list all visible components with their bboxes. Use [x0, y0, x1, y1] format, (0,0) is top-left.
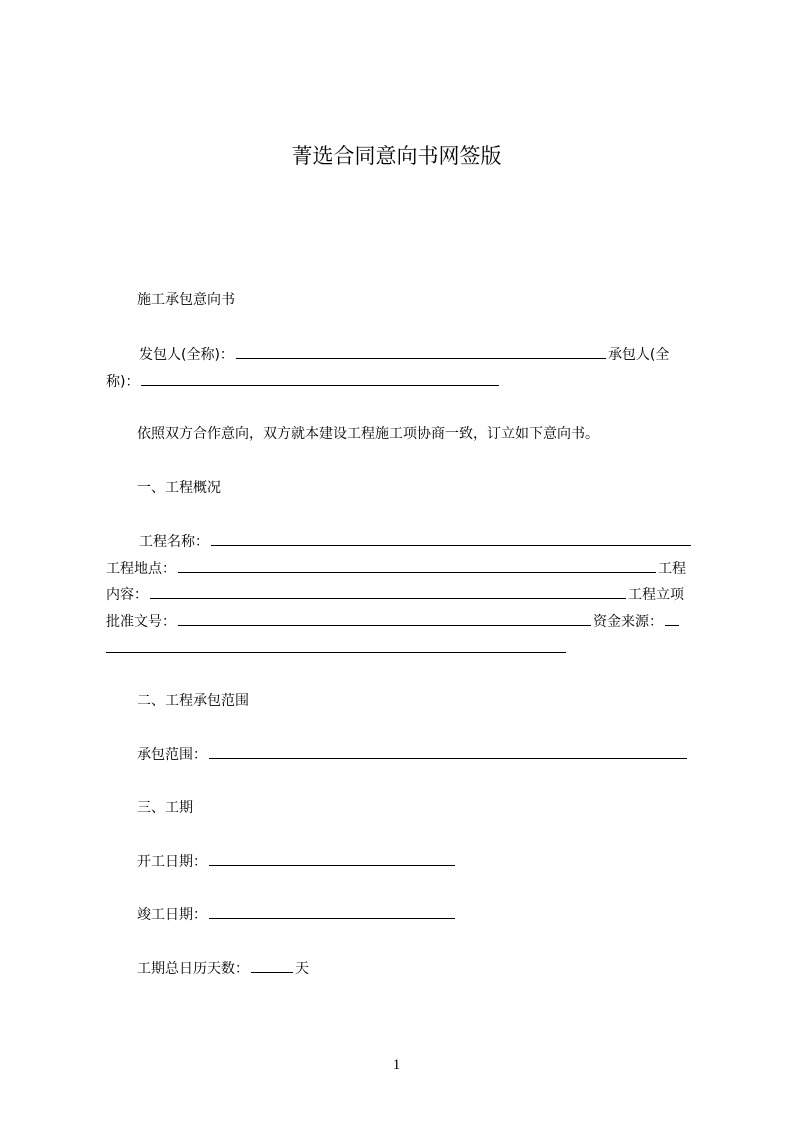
funding-label: 资金来源：: [593, 614, 663, 630]
approval-line: [106, 611, 681, 632]
total-days-blank[interactable]: [251, 958, 293, 973]
page-number: 1: [392, 1057, 401, 1073]
start-date-label: 开工日期：: [137, 854, 207, 870]
days-unit: 天: [295, 961, 309, 977]
employer-line: [139, 344, 669, 365]
section1-heading: 一、工程概况: [137, 480, 221, 496]
start-date-blank[interactable]: [209, 851, 455, 866]
project-name-label: 工程名称：: [139, 534, 209, 550]
scope-label: 承包范围：: [137, 747, 207, 763]
completion-date-label: 竣工日期：: [137, 907, 207, 923]
scope-blank[interactable]: [209, 744, 687, 759]
employer-blank[interactable]: [236, 344, 606, 359]
funding-line: [106, 638, 568, 659]
completion-date-blank[interactable]: [209, 904, 455, 919]
funding-blank-start[interactable]: [665, 611, 679, 626]
project-content-blank[interactable]: [150, 584, 626, 599]
project-location-label: 工程地点：: [106, 561, 176, 577]
approval-blank[interactable]: [178, 611, 591, 626]
scope-line: [137, 744, 689, 765]
project-name-line: [139, 531, 693, 552]
employer-label: 发包人(全称)：: [139, 347, 234, 363]
approval-label: 工程立项: [628, 587, 684, 603]
document-title: 菁选合同意向书网签版: [291, 144, 502, 168]
document-heading: 施工承包意向书: [137, 292, 235, 308]
project-content-line: [106, 584, 684, 605]
section2-heading: 二、工程承包范围: [137, 693, 249, 709]
total-days-line: [137, 958, 309, 979]
contractor-blank[interactable]: [141, 371, 499, 386]
start-date-line: [137, 851, 457, 872]
contractor-label: 承包人(全: [607, 347, 670, 363]
contractor-label-cont: 称)：: [106, 374, 140, 390]
completion-date-line: [137, 904, 457, 925]
total-days-label: 工期总日历天数：: [137, 961, 249, 977]
project-name-blank[interactable]: [211, 531, 691, 546]
project-location-blank[interactable]: [178, 558, 656, 573]
intro-paragraph: 依照双方合作意向，双方就本建设工程施工项协商一致，订立如下意向书。: [137, 426, 599, 442]
project-content-label-cont: 内容：: [106, 587, 148, 603]
project-content-label: 工程: [658, 561, 686, 577]
contractor-line: [106, 371, 501, 392]
funding-blank[interactable]: [106, 638, 566, 653]
section3-heading: 三、工期: [137, 800, 193, 816]
approval-label-cont: 批准文号：: [106, 614, 176, 630]
project-location-line: [106, 558, 686, 579]
